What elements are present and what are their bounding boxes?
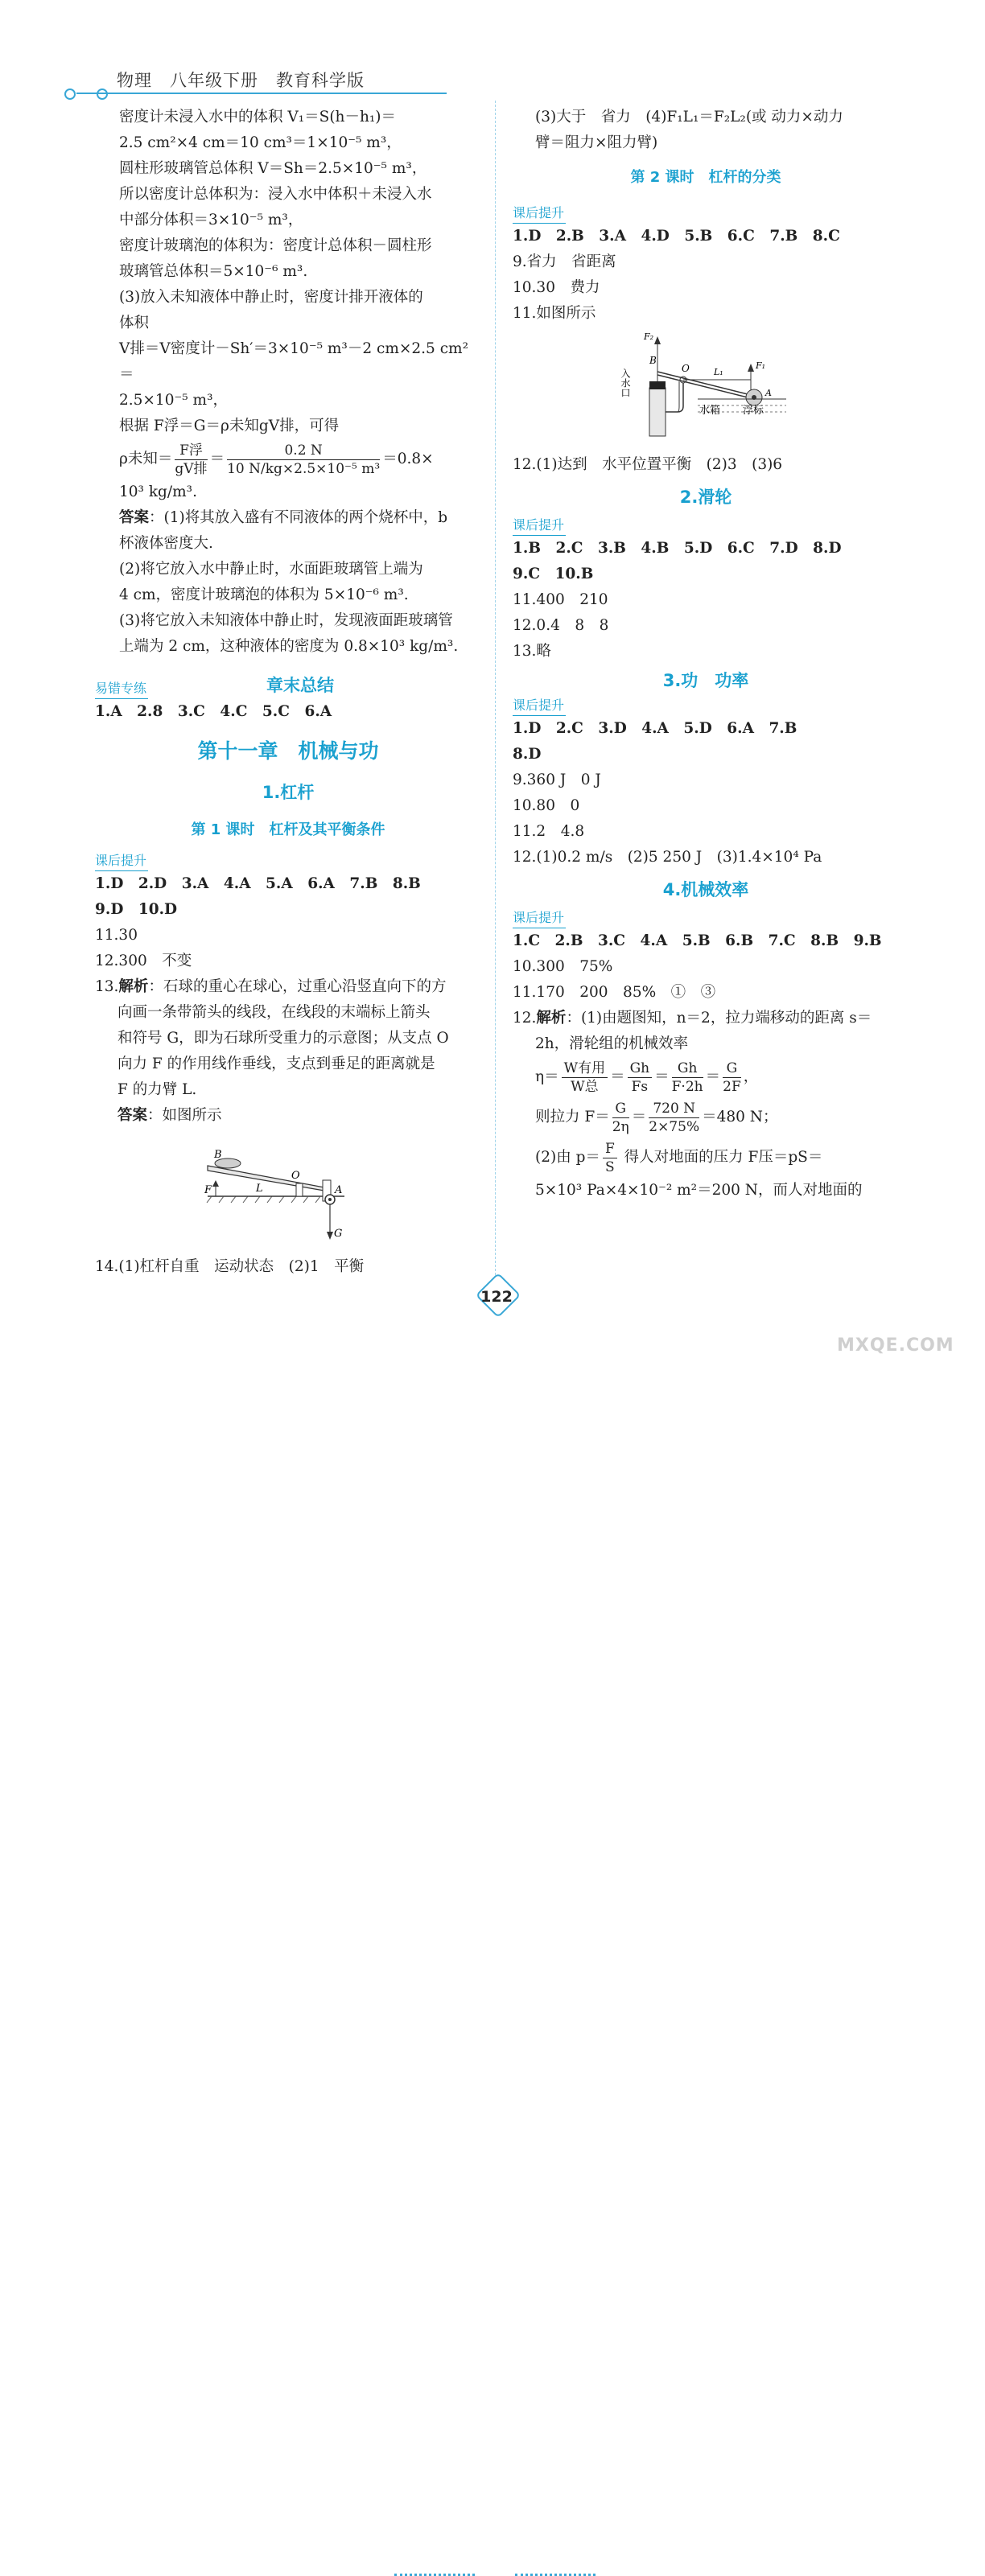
formula-rhs: 得人对地面的压力 F压＝pS＝ xyxy=(619,1149,823,1166)
label-F1: F₁ xyxy=(756,360,766,371)
text-line: V排＝V密度计－Sh′＝3×10⁻⁵ m³－2 cm×2.5 cm²＝ xyxy=(119,340,469,383)
text-line: 根据 F浮＝G＝ρ未知gV排，可得 xyxy=(119,418,340,434)
fraction xyxy=(612,1100,629,1136)
answer-line xyxy=(95,974,481,1000)
chapter-title: 第十一章 机械与功 xyxy=(197,739,379,763)
fraction-denominator: Fs xyxy=(631,1078,649,1095)
answer-row: 10.80 0 xyxy=(513,797,580,814)
label-G: G xyxy=(334,1228,343,1240)
column-divider xyxy=(495,101,496,1275)
fraction-denominator: 10 N/kg×2.5×10⁻⁵ m³ xyxy=(227,460,381,477)
section-title: 2.滑轮 xyxy=(679,488,732,507)
answer-row: 12.(1)达到 水平位置平衡 (2)3 (3)6 xyxy=(513,456,783,473)
analysis-text: ：(1)由题图知，n＝2，拉力端移动的距离 s＝ xyxy=(566,1010,872,1027)
label-A: A xyxy=(335,1184,343,1196)
fraction-numerator: Gh xyxy=(672,1060,703,1078)
fraction-numerator: 0.2 N xyxy=(227,442,380,460)
answer-row: 11.400 210 xyxy=(513,591,608,608)
text-line: (3)大于 省力 (4)F₁L₁＝F₂L₂(或 动力×动力 xyxy=(535,109,843,126)
answer-row: 10.30 费力 xyxy=(513,279,600,296)
section-tag: 易错专练 xyxy=(95,680,148,699)
formula-eq: ＝ xyxy=(705,1068,721,1085)
answer-row: 1.B 2.C 3.B 4.B 5.D 6.C 7.D 8.D xyxy=(513,540,842,557)
answer-row: 1.D 2.C 3.D 4.A 5.D 6.A 7.B xyxy=(513,720,797,737)
answer-row: 11.如图所示 xyxy=(513,305,596,322)
answer-row: 9.D 10.D xyxy=(95,901,178,918)
lever-diagram-stone xyxy=(95,1134,481,1246)
label-float: 浮标 xyxy=(743,405,765,417)
answer-row: 11.30 xyxy=(95,927,138,944)
formula-eq: ＝ xyxy=(631,1109,647,1125)
left-column-lower xyxy=(95,680,481,1280)
label-L1: L₁ xyxy=(714,367,723,377)
formula-rhs: ＝0.8× xyxy=(382,451,434,467)
text-line: 密度计玻璃泡的体积为：密度计总体积－圆柱形 xyxy=(119,237,432,254)
density-formula xyxy=(119,439,481,479)
text-line: 10³ kg/m³. xyxy=(119,484,197,500)
answer-row: 11.2 4.8 xyxy=(513,823,585,840)
label-B: B xyxy=(649,355,657,366)
analysis-label: 解析 xyxy=(536,1010,567,1027)
header-circle-icon xyxy=(64,88,76,100)
answer-row: 9.省力 省距离 xyxy=(513,253,616,270)
answer-row: 12.0.4 8 8 xyxy=(513,617,609,634)
formula-rhs: ＝480 N； xyxy=(702,1109,778,1125)
fraction xyxy=(562,1060,608,1096)
fraction-denominator: S xyxy=(605,1158,615,1175)
section-tag: 课后提升 xyxy=(95,852,148,871)
fraction xyxy=(723,1060,741,1096)
fraction-denominator: 2×75% xyxy=(649,1118,700,1135)
formula-lhs: (2)由 p＝ xyxy=(535,1149,600,1166)
item-number: 13. xyxy=(95,978,119,995)
fraction xyxy=(672,1060,703,1096)
answer-row: 9.360 J 0 J xyxy=(513,772,601,788)
answer-text: ：(1)将其放入盛有不同液体的两个烧杯中，b xyxy=(149,509,448,526)
answer-line xyxy=(513,1006,899,1031)
label-O: O xyxy=(682,363,690,374)
answer-row: 12.300 不变 xyxy=(95,953,192,969)
label-A: A xyxy=(765,388,772,398)
text-line: 中部分体积＝3×10⁻⁵ m³， xyxy=(119,212,303,228)
answer-row: 13.略 xyxy=(513,643,551,660)
formula-lhs: η＝ xyxy=(535,1068,559,1085)
answer-row: 9.C 10.B xyxy=(513,566,594,582)
answer-row: 1.C 2.B 3.C 4.A 5.B 6.B 7.C 8.B 9.B xyxy=(513,932,882,949)
analysis-label: 解析 xyxy=(118,978,149,995)
text-line: (2)将它放入水中静止时，水面距玻璃管上端为 xyxy=(119,561,423,578)
section-tag: 课后提升 xyxy=(513,516,566,536)
label-O: O xyxy=(291,1170,300,1182)
fraction-numerator: G xyxy=(612,1100,629,1118)
text-line: 臂＝阻力×阻力臂) xyxy=(535,134,658,151)
text-line: 玻璃管总体积＝5×10⁻⁶ m³. xyxy=(119,263,308,280)
text-line: (3)将它放入未知液体中静止时，发现液面距玻璃管 xyxy=(119,612,453,629)
watermark: MXQE.COM xyxy=(837,1335,954,1356)
fraction xyxy=(175,442,207,478)
answer-row: 1.D 2.D 3.A 4.A 5.A 6.A 7.B 8.B xyxy=(95,875,421,892)
formula-eq: ＝ xyxy=(610,1068,625,1085)
answer-row: 14.(1)杠杆自重 运动状态 (2)1 平衡 xyxy=(95,1258,365,1275)
analysis-text: ：石球的重心在球心，过重心沿竖直向下的方 xyxy=(148,978,447,995)
answer-row: 1.D 2.B 3.A 4.D 5.B 6.C 7.B 8.C xyxy=(513,228,840,245)
answer-row: 10.300 75% xyxy=(513,958,613,975)
section-title: 章末总结 xyxy=(266,676,334,695)
fraction-numerator: G xyxy=(723,1060,741,1078)
section-tag: 课后提升 xyxy=(513,204,566,224)
lesson-title: 第 1 课时 杠杆及其平衡条件 xyxy=(191,821,385,838)
text-line: 2.5 cm²×4 cm＝10 cm³＝1×10⁻⁵ m³， xyxy=(119,134,402,151)
text-line: 所以密度计总体积为：浸入水中体积＋未浸入水 xyxy=(119,186,432,203)
formula-eq: ＝ xyxy=(654,1068,670,1085)
label-F2: F₂ xyxy=(644,331,654,342)
section-title: 1.杠杆 xyxy=(262,783,315,802)
answer-row: 11.170 200 85% ① ③ xyxy=(513,984,716,1001)
header-rule xyxy=(76,93,447,94)
text-line: 2.5×10⁻⁵ m³， xyxy=(119,392,228,409)
section-tag: 课后提升 xyxy=(513,697,566,716)
text-line: 向画一条带箭头的线段，在线段的末端标上箭头 xyxy=(117,1004,431,1021)
answer-line xyxy=(95,1103,481,1129)
header-circle-icon xyxy=(97,88,108,100)
label-B: B xyxy=(214,1149,222,1161)
lesson-title: 第 2 课时 杠杆的分类 xyxy=(630,169,781,186)
left-column xyxy=(119,105,481,705)
answer-row: 12.(1)0.2 m/s (2)5 250 J (3)1.4×10⁴ Pa xyxy=(513,849,822,866)
book-title: 物理 八年级下册 教育科学版 xyxy=(117,71,365,90)
text-line: 和符号 G，即为石球所受重力的示意图；从支点 O xyxy=(117,1030,449,1047)
fraction-denominator: F·2h xyxy=(671,1078,703,1095)
fraction-denominator: 2η xyxy=(612,1118,629,1135)
text-line: 密度计未浸入水中的体积 V₁＝S(h－h₁)＝ xyxy=(119,109,397,126)
page-header xyxy=(0,0,985,105)
fraction-numerator: 720 N xyxy=(649,1100,699,1118)
page-number: 122 xyxy=(480,1288,513,1306)
text-line: 体积 xyxy=(119,315,150,331)
text-line: (3)放入未知液体中静止时，密度计排开液体的 xyxy=(119,289,423,306)
text-line: 5×10³ Pa×4×10⁻² m²＝200 N，而人对地面的 xyxy=(535,1182,863,1199)
item-number: 12. xyxy=(513,1010,537,1027)
pressure-formula xyxy=(513,1138,899,1178)
right-column xyxy=(513,105,899,1204)
answer-label: 答案 xyxy=(117,1107,148,1124)
fraction-numerator: Gh xyxy=(628,1060,653,1078)
fraction xyxy=(227,442,380,478)
answer-row: 1.A 2.8 3.C 4.C 5.C 6.A xyxy=(95,703,332,720)
fraction xyxy=(603,1140,617,1176)
label-tank: 水箱 xyxy=(699,405,721,417)
text-line: 上端为 2 cm，这种液体的密度为 0.8×10³ kg/m³. xyxy=(119,638,459,655)
section-title: 4.机械效率 xyxy=(662,880,749,899)
label-L: L xyxy=(256,1183,263,1195)
section-tag: 课后提升 xyxy=(513,909,566,928)
label-F: F xyxy=(204,1184,212,1196)
formula-lhs: 则拉力 F＝ xyxy=(535,1109,610,1125)
lever-diagram-tank xyxy=(513,331,899,444)
text-line: 杯液体密度大. xyxy=(119,535,213,552)
answer-text: ：如图所示 xyxy=(147,1107,222,1124)
answer-label: 答案 xyxy=(119,509,150,526)
fraction-denominator: W总 xyxy=(571,1078,599,1095)
fraction-numerator: F xyxy=(603,1140,617,1158)
formula-eq: ＝ xyxy=(209,451,225,467)
text-line: 圆柱形玻璃管总体积 V＝Sh＝2.5×10⁻⁵ m³， xyxy=(119,160,427,177)
answer-row: 8.D xyxy=(513,746,542,763)
fraction-numerator: F浮 xyxy=(175,442,207,460)
text-line: 2h，滑轮组的机械效率 xyxy=(535,1035,689,1052)
fraction-denominator: 2F xyxy=(723,1078,741,1095)
efficiency-formula xyxy=(513,1057,899,1097)
text-line: 4 cm，密度计玻璃泡的体积为 5×10⁻⁶ m³. xyxy=(119,586,409,603)
formula-end: ， xyxy=(743,1068,759,1085)
formula-lhs: ρ未知＝ xyxy=(119,451,173,467)
fraction xyxy=(628,1060,653,1096)
text-line: F 的力臂 L. xyxy=(117,1081,197,1098)
text-line: 向力 F 的作用线作垂线，支点到垂足的距离就是 xyxy=(117,1056,435,1072)
section-title: 3.功 功率 xyxy=(662,671,749,690)
force-formula xyxy=(513,1097,899,1138)
label-inlet: 入水口 xyxy=(620,368,631,397)
fraction-numerator: W有用 xyxy=(562,1060,608,1078)
fraction-denominator: gV排 xyxy=(175,460,208,477)
fraction xyxy=(649,1100,699,1136)
answer-line xyxy=(119,505,481,531)
